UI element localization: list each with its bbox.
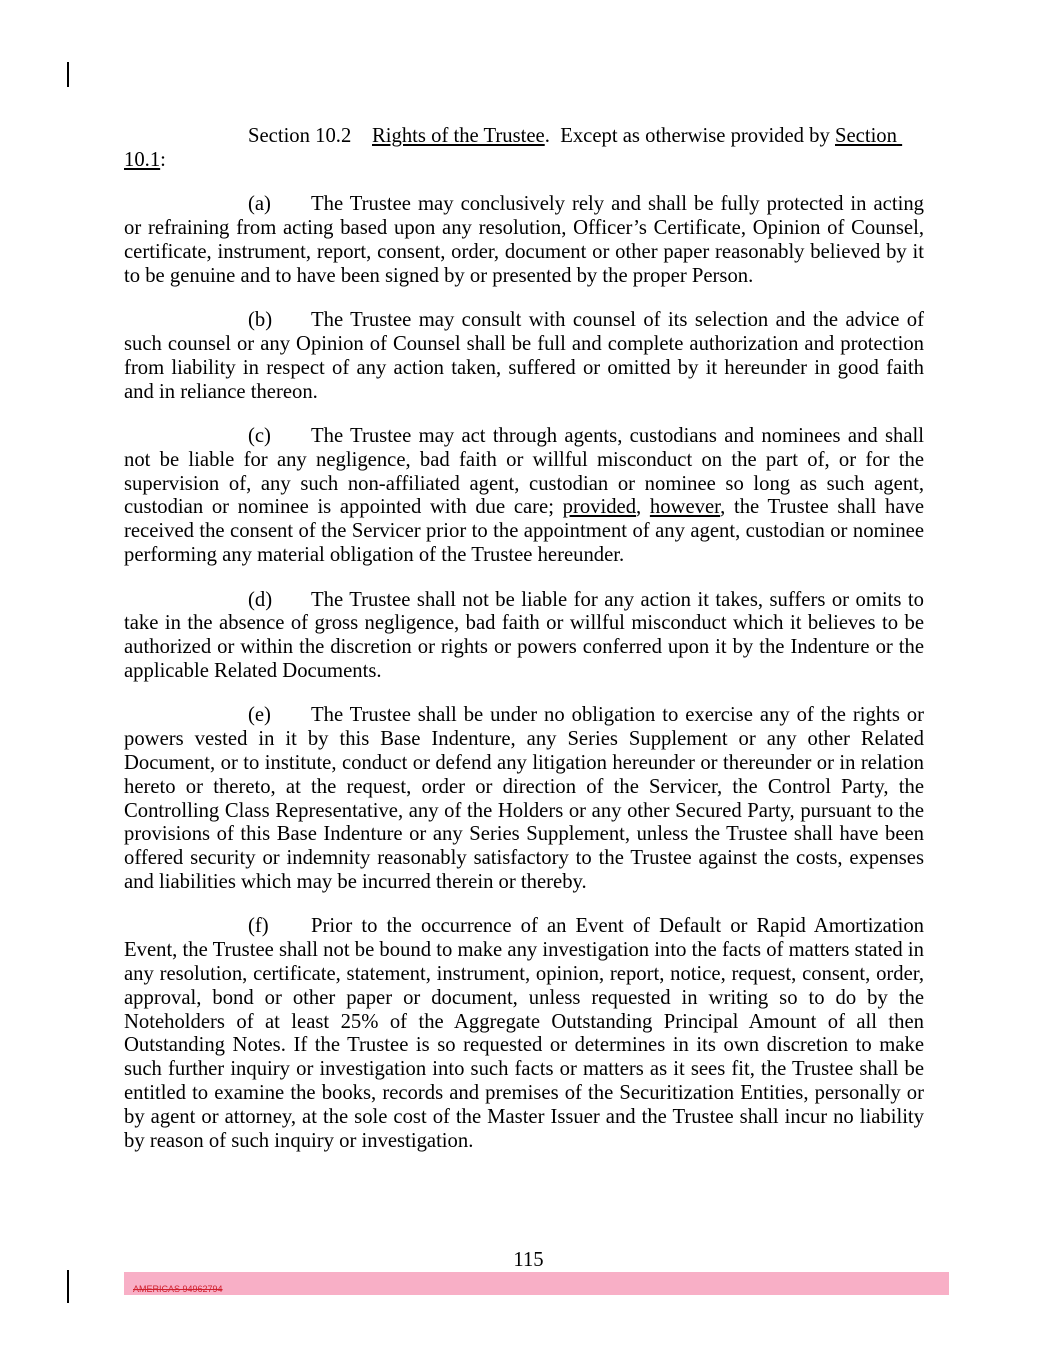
revision-bar-top bbox=[67, 62, 69, 87]
paragraph-text: The Trustee may consult with counsel of its selection and the advice of such counsel or any Opinion of Counsel shall be full and complete authorization and protection from liability in respect of any action taken, suffered or omitted by it hereunder in good faith and in reliance thereon. bbox=[124, 309, 924, 403]
page-number: 115 bbox=[513, 1249, 544, 1271]
paragraph-text: Prior to the occurrence of an Event of Default or Rapid Amortization Event, the Trustee shall not be bound to make any investigation into the facts of matters stated in any resolution, certificate, statement, instrument, opinion, report, notice, request, consent, order, approval, bond or other paper or document, unless requested in writing so to do by the Noteholders of at least 25% of the Aggregate Outstanding Principal Amount of all then Outstanding Notes. If the Trustee is so requested or determines in its own discretion to make such further inquiry or investigation into such facts or matters as it sees fit, the Trustee shall be entitled to examine the books, records and premises of the Securitization Entities, personally or by agent or attorney, at the sole cost of the Master Issuer and the Trustee shall incur no liability by reason of such inquiry or investigation. bbox=[124, 915, 924, 1152]
paragraph-label: (a) bbox=[248, 193, 271, 216]
section-heading bbox=[124, 125, 924, 173]
underlined-term-however: however bbox=[649, 496, 721, 519]
paragraph-text: The Trustee may conclusively rely and shall be fully protected in acting or refraining from acting based upon any resolution, Officer’s Certificate, Opinion of Counsel, certificate, instrument, report, consent, order, document or other paper reasonably believed by it to be genuine and to have been signed by or presented by the proper Person. bbox=[124, 193, 924, 287]
paragraph-f bbox=[124, 915, 924, 1153]
paragraph-label: (d) bbox=[248, 588, 273, 611]
underlined-term-provided: provided bbox=[562, 496, 637, 519]
paragraph-text: The Trustee shall be under no obligation to exercise any of the rights or powers vested in it by this Base Indenture, any Series Supplement or any other Related Document, or to institute, conduct or defend any litigation hereunder or thereunder or in relation hereto or thereto, at the request, order or direction of the Servicer, the Control Party, the Controlling Class Representative, any of the Holders or any other Secured Party, pursuant to the provisions of this Base Indenture or any Series Supplement, unless the Trustee shall have been offered security or indemnity reasonably satisfactory to the Trustee against the costs, expenses and liabilities which may be incurred therein or thereby. bbox=[124, 704, 924, 893]
section-end: : bbox=[160, 148, 166, 171]
paragraph-a bbox=[124, 193, 924, 288]
section-title: Rights of the Trustee bbox=[372, 125, 545, 147]
paragraph-b bbox=[124, 309, 924, 404]
paragraph-label: (b) bbox=[248, 309, 273, 332]
paragraph-text: , the Trustee shall have received the consent of the Servicer prior to the appointment of any agent, custodian or nominee performing any material obligation of the Trustee hereunder. bbox=[124, 496, 925, 567]
footer-stripe bbox=[124, 1272, 949, 1295]
paragraph-d bbox=[124, 589, 924, 684]
document-body bbox=[124, 125, 924, 1174]
paragraph-e bbox=[124, 704, 924, 894]
paragraph-label: (c) bbox=[248, 425, 271, 448]
paragraph-label: (f) bbox=[248, 915, 269, 938]
paragraph-c bbox=[124, 425, 924, 568]
paragraph-text: , bbox=[636, 496, 650, 519]
section-intro: . Except as otherwise provided by bbox=[544, 125, 835, 147]
document-id: AMERICAS 94962794 bbox=[133, 1284, 223, 1294]
paragraph-text: The Trustee shall not be liable for any action it takes, suffers or omits to take in the absence of gross negligence, bad faith or willful misconduct which it believes to be authorized or within the discretion or rights or powers conferred upon it by the Indenture or the applicable Related Documents. bbox=[124, 588, 924, 682]
section-reference: Section 10.1 bbox=[124, 125, 903, 171]
paragraph-label: (e) bbox=[248, 704, 271, 727]
section-number: Section 10.2 bbox=[248, 125, 352, 147]
paragraph-text: The Trustee may act through agents, custodians and nominees and shall not be liable for any negligence, bad faith or willful misconduct on the part of, or for the supervision of, any such non-affiliated agent, custodian or nominee so long as such agent, custodian or nominee is appointed with due care; bbox=[124, 425, 924, 519]
revision-bar-bottom bbox=[67, 1270, 69, 1303]
